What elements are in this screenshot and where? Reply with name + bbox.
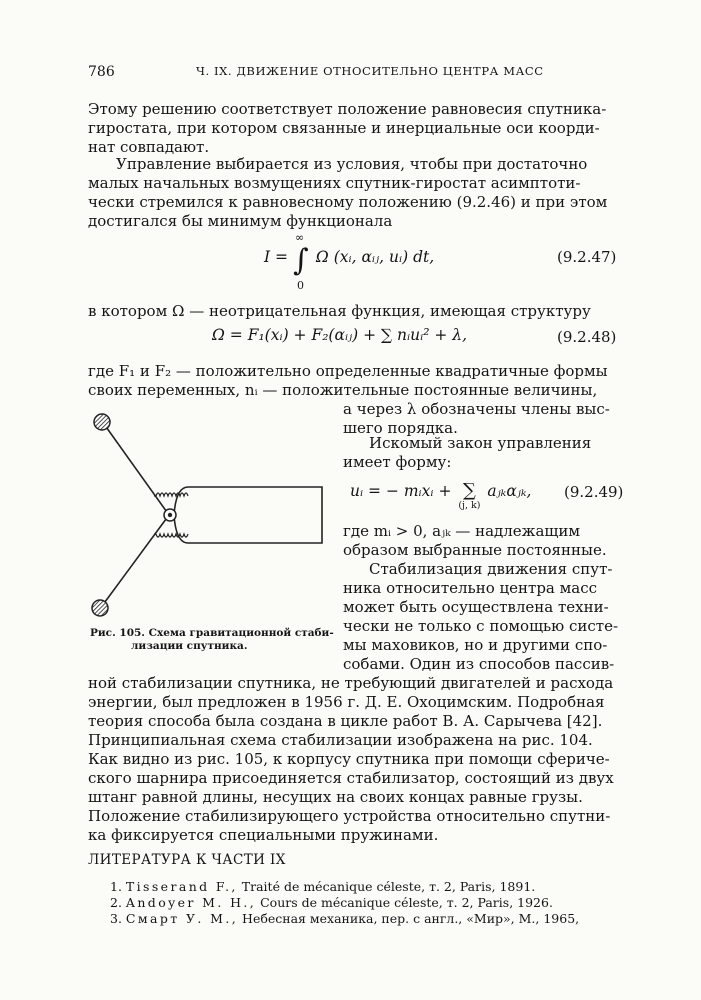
integral-upper-limit: ∞ (294, 231, 305, 244)
text-line: Как видно из рис. 105, к корпусу спутника при помощи сфериче- (88, 750, 610, 768)
text-line: Искомый закон управления (369, 434, 592, 452)
spring-lower (156, 534, 188, 537)
text-line: малых начальных возмущениях спутник-гиростат асимптоти- (88, 174, 581, 192)
text-line: имеет форму: (343, 453, 452, 471)
text-line: ной стабилизации спутника, не требующий двигателей и расхода (88, 674, 614, 692)
text-line: энергии, был предложен в 1956 г. Д. Е. Охоцимским. Подробная (88, 693, 605, 711)
paragraph-6 (343, 522, 616, 560)
reference-item (110, 895, 553, 910)
text-line: а через λ обозначены члены выс- (343, 400, 610, 418)
text-line: чески стремился к равновесному положению (9.2.46) и при этом (88, 193, 608, 211)
figure-105-gravity-stabilization (88, 395, 328, 625)
spring-upper (156, 493, 188, 496)
text-line: шего порядка. (343, 419, 458, 437)
integral-sign: ∫ ∞ 0 (292, 231, 309, 292)
equation-number: (9.2.49) (564, 483, 624, 501)
text-line: Стабилизация движения спут- (369, 560, 613, 578)
reference-number: 3. (110, 911, 122, 926)
page-number: 786 (88, 64, 115, 80)
end-weight-lower (92, 600, 108, 616)
reference-author: Andoyer M. H., (125, 895, 257, 910)
text-line: Положение стабилизирующего устройства относительно спутни- (88, 807, 611, 825)
end-weight-upper (94, 414, 110, 430)
figure-caption-line2: лизации спутника. (131, 640, 248, 652)
eq49-lhs: uᵢ = − mᵢxᵢ + (350, 482, 452, 500)
figure-caption-line1: Рис. 105. Схема гравитационной стаби- (90, 627, 334, 639)
eq47-lhs: I = (264, 248, 289, 266)
paragraph-7 (343, 560, 619, 674)
text-line: ка фиксируется специальными пружинами. (88, 826, 439, 844)
paragraph-5 (343, 434, 616, 472)
equation-9-2-48: Ω = F₁(xᵢ) + F₂(αᵢⱼ) + ∑ nᵢuᵢ² + λ, (212, 326, 468, 344)
text-line: может быть осуществлена техни- (343, 598, 609, 616)
hinge-center (168, 513, 172, 517)
paragraph-7-continued (88, 674, 616, 845)
text-line: Принципиальная схема стабилизации изображена на рис. 104. (88, 731, 593, 749)
reference-number: 2. (110, 895, 122, 910)
text-line: где mᵢ > 0, aⱼₖ — надлежащим (343, 522, 581, 540)
reference-item (110, 879, 535, 894)
sum-sign: ∑ (j, k) (456, 480, 482, 501)
reference-text: Cours de mécanique céleste, т. 2, Paris, 1926. (256, 895, 553, 910)
equation-number: (9.2.48) (557, 328, 617, 346)
text-line: где F₁ и F₂ — положительно определенные квадратичные формы (88, 362, 608, 380)
satellite-body (174, 487, 322, 543)
text-line: мы маховиков, но и другими спо- (343, 636, 608, 654)
equation-9-2-49 (350, 480, 532, 511)
text-line: ника относительно центра масс (343, 579, 598, 597)
text-line: в котором Ω — неотрицательная функция, имеющая структуру (88, 302, 591, 320)
text-line: своих переменных, nᵢ — положительные постоянные величины, (88, 381, 598, 399)
paragraph-2 (88, 155, 616, 231)
stabilizer-rod-lower (102, 515, 169, 606)
equation-number: (9.2.47) (557, 248, 617, 266)
reference-text: Небесная механика, пер. с англ., «Мир», М., 1965, (238, 911, 580, 926)
text-line: чески не только с помощью систе- (343, 617, 619, 635)
reference-number: 1. (110, 879, 122, 894)
text-line: Этому решению соответствует положение равновесия спутника- (88, 100, 607, 118)
sum-subscript: (j, k) (458, 500, 481, 511)
paragraph-3 (88, 302, 616, 321)
reference-author: Смарт У. М., (125, 911, 239, 926)
text-line: нат совпадают. (88, 138, 210, 156)
reference-item (110, 911, 579, 926)
running-title: Ч. IX. ДВИЖЕНИЕ ОТНОСИТЕЛЬНО ЦЕНТРА МАСС (196, 64, 544, 78)
text-line: Управление выбирается из условия, чтобы при достаточно (116, 155, 588, 173)
integral-lower-limit: 0 (296, 279, 304, 292)
paragraph-1 (88, 100, 616, 157)
equation-9-2-47 (264, 231, 435, 292)
text-line: ского шарнира присоединяется стабилизатор, состоящий из двух (88, 769, 614, 787)
paragraph-4-continued (343, 400, 616, 438)
text-line: гиростата, при котором связанные и инерциальные оси коорди- (88, 119, 600, 137)
text-line: достигался бы минимум функционала (88, 212, 393, 230)
literature-heading: ЛИТЕРАТУРА К ЧАСТИ IX (88, 852, 286, 868)
text-line: теория способа была создана в цикле работ В. А. Сарычева [42]. (88, 712, 603, 730)
stabilizer-rod-upper (104, 424, 169, 515)
reference-text: Traité de mécanique céleste, т. 2, Paris, 1891. (237, 879, 536, 894)
text-line: собами. Один из способов пассив- (343, 655, 615, 673)
text-line: штанг равной длины, несущих на своих концах равные грузы. (88, 788, 583, 806)
eq49-body: aⱼₖαⱼₖ, (487, 482, 532, 500)
eq47-body: Ω (xᵢ, αᵢⱼ, uᵢ) dt, (315, 248, 435, 266)
text-line: образом выбранные постоянные. (343, 541, 607, 559)
reference-author: Tisserand F., (125, 879, 238, 894)
